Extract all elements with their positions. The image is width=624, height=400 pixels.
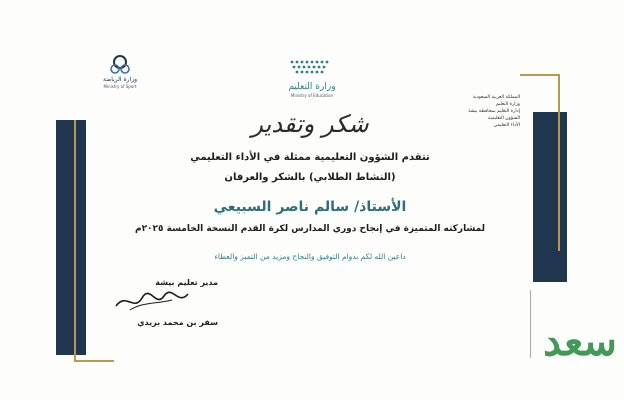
frame-gold-right <box>520 74 560 251</box>
sport-name-ar: وزارة الرياضة <box>102 76 138 83</box>
directorate-line: إدارة التعليم بمحافظة بيشة <box>468 109 520 114</box>
affairs-line: الشؤون التعليمية <box>488 116 520 121</box>
watermark-text: سعد <box>543 318 617 365</box>
intro-line-2: (النشاط الطلابي) بالشكر والعرفان <box>224 172 396 183</box>
recipient-name: الأستاذ/ سالم ناصر السبيعي <box>213 199 407 215</box>
ministry-line: وزارة التعليم <box>495 102 520 107</box>
moe-name-en: Ministry of Education <box>290 93 334 98</box>
closing-prayer: داعين الله لكم بدوام التوفيق والنجاح ومزيد من التميز والعطاء <box>214 252 406 261</box>
moe-name-ar: وزارة التعليم <box>288 82 336 92</box>
frame-line-right <box>530 290 531 358</box>
moe-logo <box>282 56 342 104</box>
moe-logo-icon <box>282 56 342 78</box>
kingdom-block <box>440 94 520 129</box>
sport-name-en: Ministry of Sport <box>103 84 137 89</box>
signer-name: سفر بن محمد بريدي <box>137 318 218 327</box>
kingdom-line: المملكة العربية السعودية <box>472 95 520 100</box>
intro-line-1: تتقدم الشؤون التعليمية ممثلة في الأداء التعليمي <box>190 152 430 163</box>
sport-logo <box>98 54 142 104</box>
signature-scribble <box>112 288 192 314</box>
certificate-title: شكر وتقدير <box>251 110 369 138</box>
signer-role: مدير تعليم بيشة <box>155 278 218 287</box>
sport-emblem-icon <box>107 54 133 76</box>
performance-line: الأداء التعليمي <box>493 123 520 128</box>
participation-reason: لمشاركته المتميزة في إنجاح دوري المدارس لكرة القدم النسخة الخامسة ٢٠٢٥م <box>134 224 486 234</box>
